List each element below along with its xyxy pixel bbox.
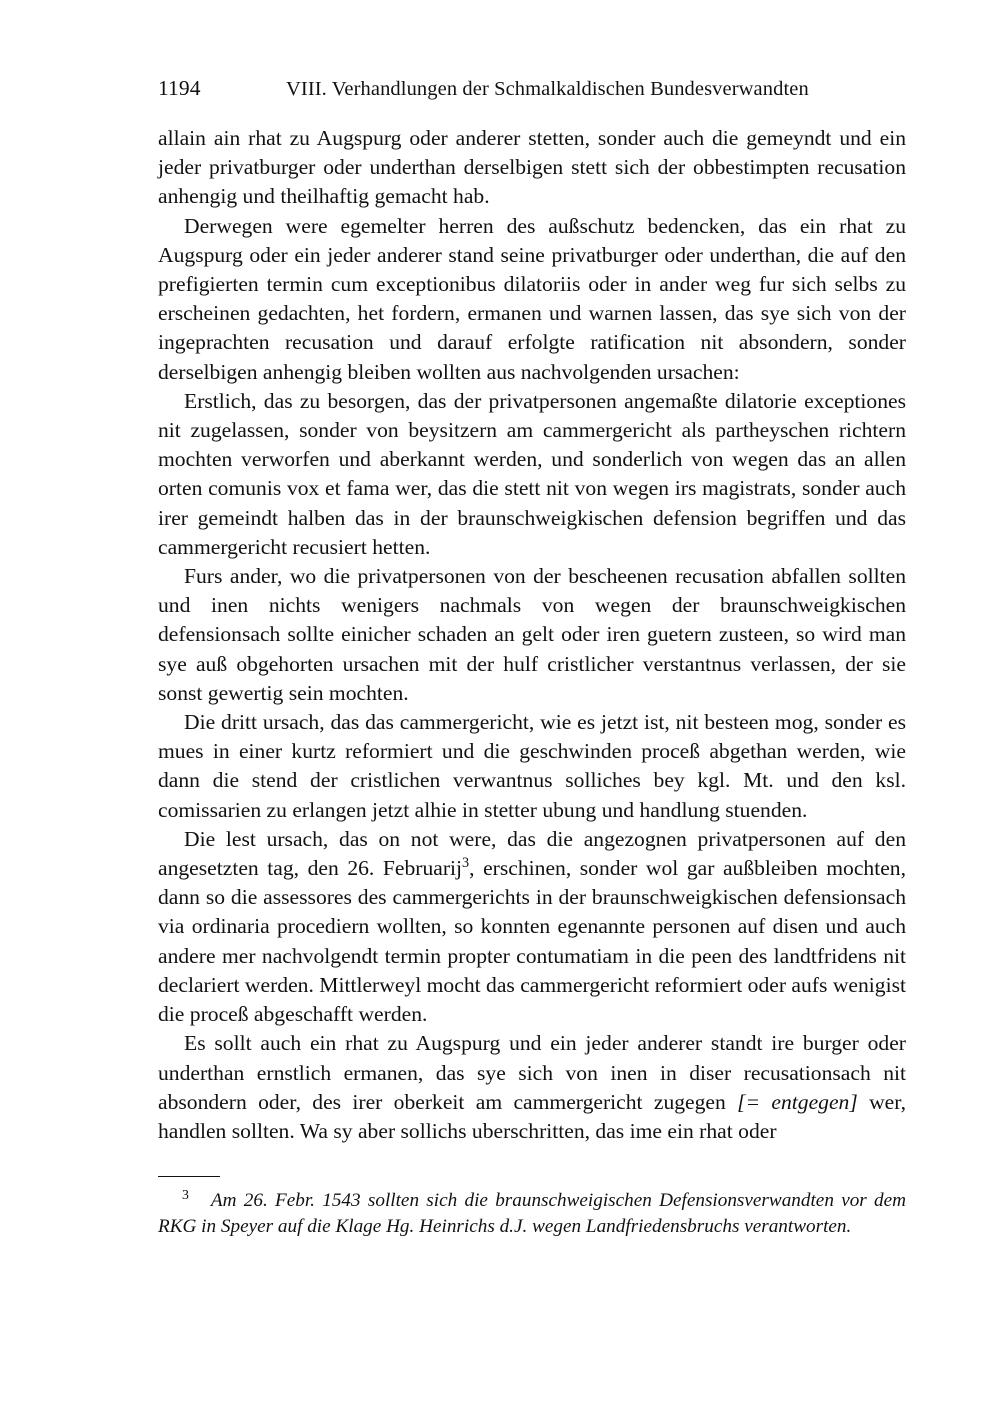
paragraph: Furs ander, wo die privatpersonen von der bescheenen recusation abfallen sollten und inen nichts wenigers nachmals von wegen der braunschweigkischen defensionsach sollte einicher schaden an gelt oder iren guetern zusteen, so wird man sye auß obgehorten ursachen mit der hulf cristlicher verstantnus verlassen, der sie sonst gewertig sein mochten. [158, 564, 906, 705]
footnote-text: Am 26. Febr. 1543 sollten sich die braunschweigischen Defensionsverwandten vor dem RKG in Speyer auf die Klage Hg. Heinrichs d.J. wegen Landfriedensbruchs verantworten. [158, 1190, 906, 1238]
paragraph: Derwegen were egemelter herren des außschutz bedencken, das ein rhat zu Augspurg oder ein jeder anderer stand seine privatburger oder underthan, die auf den prefigierten termin cum exceptionibus dilatoriis oder in ander weg fur sich selbs zu erscheinen gedachten, het fordern, ermanen und warnen lassen, das sye sich von der ingeprachten recusation und darauf erfolgte ratification nit absondern, sonder derselbigen anhengig bleiben wollten aus nachvolgenden ursachen: [158, 213, 906, 384]
paragraph-text-after-ref: , erschinen, sonder wol gar außbleiben mochten, dann so die assessores des cammergerichts in der braunschweigkischen defensionsach via ordinaria procediern wollten, so konnten egenannte personen auf disen und auch andere mer nachvolgendt termin propter contumatiam in die peen des landtfridens nit declariert werden. Mittlerweyl mocht das cammergericht reformiert oder aufs wenigist die proceß abgeschafft werden. [158, 856, 906, 1027]
running-head-title: VIII. Verhandlungen der Schmalkaldischen Bundesverwandten [286, 78, 809, 100]
paragraph-with-footnote-ref [158, 825, 906, 1029]
paragraph-text-before-insertion: Es sollt auch ein rhat zu Augspurg und ein jeder anderer standt ire burger oder underthan ernstlich ermanen, das sye sich von inen in diser recusationsach nit absondern oder, des irer oberkeit am cammergericht zugegen [158, 1031, 906, 1114]
paragraph-text-after-insertion: wer, handlen sollten. Wa sy aber sollichs uberschritten, das ime ein rhat oder [158, 1089, 906, 1143]
paragraph-with-editorial-insertion [158, 1029, 906, 1146]
paragraph: Die dritt ursach, das das cammergericht, wie es jetzt ist, nit besteen mog, sonder es mues in einer kurtz reformiert und die geschwinden proceß abgethan werden, wie dann die stend der cristlichen verwantnus solliches bey kgl. Mt. und den ksl. comissarien zu erlangen jetzt alhie in stetter ubung und handlung stuenden. [158, 710, 906, 822]
paragraph-text-before-ref: Die lest ursach, das on not were, das die angezognen privatpersonen auf den angesetzten tag, den 26. Februarij [158, 826, 906, 881]
footnote-entry [158, 1188, 906, 1240]
running-head [158, 76, 906, 106]
page-number: 1194 [158, 76, 201, 100]
footnote-area [158, 1176, 906, 1240]
body-text [158, 124, 906, 1146]
footnote-reference-marker[interactable]: 3 [462, 855, 470, 872]
paragraph: Erstlich, das zu besorgen, das der privatpersonen angemaßte dilatorie exceptiones nit zugelassen, sonder von beysitzern am cammergericht als partheyschen richtern mochten verworfen und aberkannt werden, und sonderlich von wegen das an allen orten comunis vox et fama wer, das die stett nit von wegen irs magistrats, sonder auch irer gemeindt halben das in der braunschweigkischen defension begriffen und das cammergericht recusiert hetten. [158, 388, 906, 559]
footnote-number: 3 [182, 1187, 189, 1203]
editorial-insertion: [= entgegen] [737, 1089, 858, 1114]
footnote-separator-rule [158, 1176, 220, 1177]
paragraph: allain ain rhat zu Augspurg oder anderer stetten, sonder auch die gemeyndt und ein jeder privatburger oder underthan derselbigen stett sich der obbestimpten recusation anhengig und theilhaftig gemacht hab. [158, 126, 906, 209]
